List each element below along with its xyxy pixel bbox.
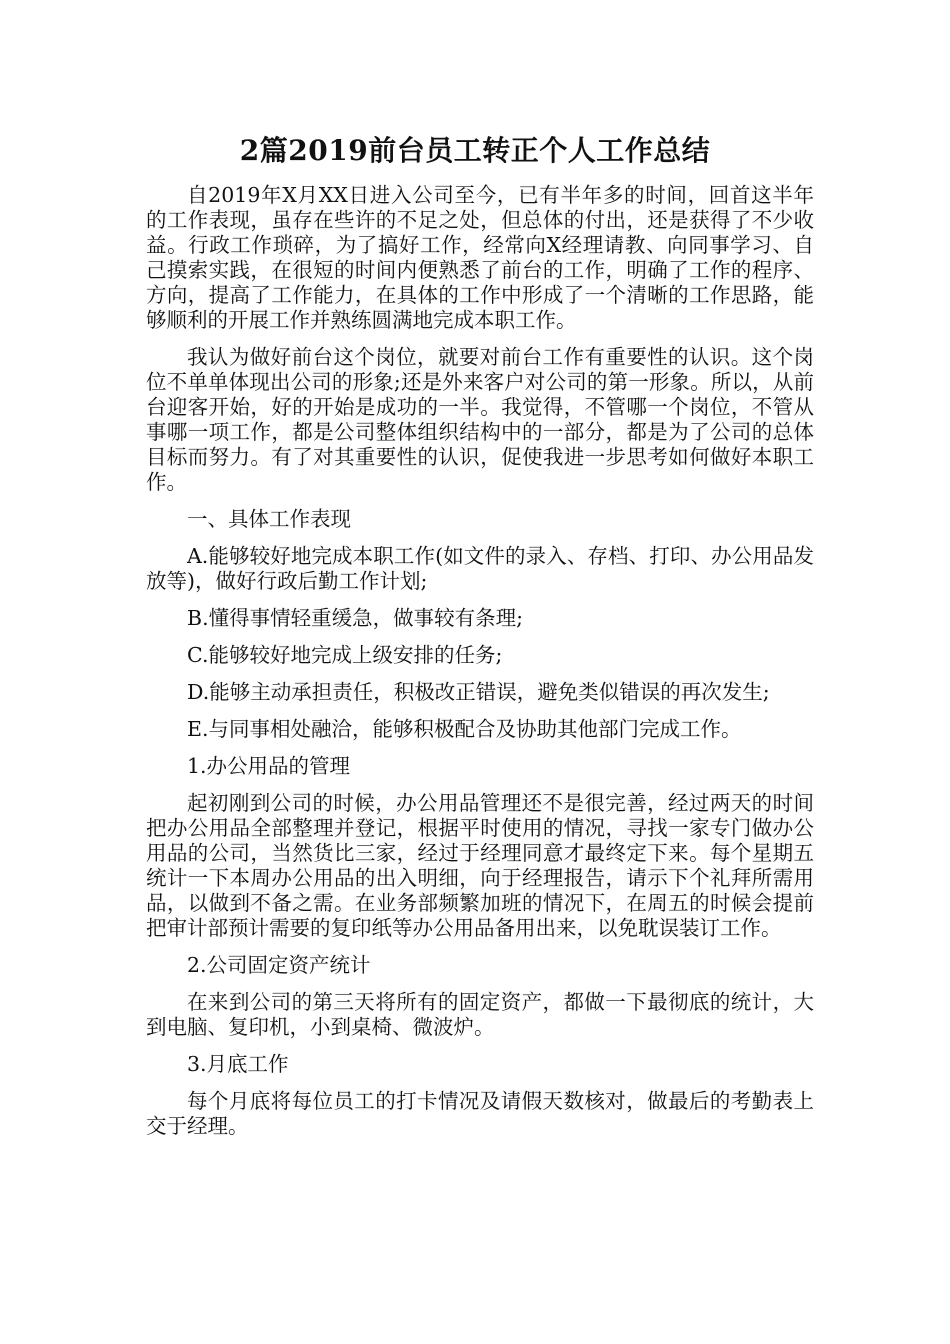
section-heading-performance: 一、具体工作表现: [187, 507, 351, 531]
list-item-b: B.懂得事情轻重缓急，做事较有条理;: [187, 606, 523, 630]
subheading-office-supplies: 1.办公用品的管理: [187, 754, 351, 778]
subheading-month-end: 3.月底工作: [187, 1052, 289, 1076]
list-item-c: C.能够较好地完成上级安排的任务;: [187, 643, 503, 667]
paragraph-month-end: 每个月底将每位员工的打卡情况及请假天数核对，做最后的考勤表上交于经理。: [146, 1089, 814, 1138]
subheading-fixed-assets: 2.公司固定资产统计: [187, 953, 371, 977]
paragraph-importance: 我认为做好前台这个岗位，就要对前台工作有重要性的认识。这个岗位不单单体现出公司的形象;还是外来客户对公司的第一形象。所以，从前台迎客开始，好的开始是成功的一半。我觉得，不管哪一个岗位，不管从事哪一项工作，都是公司整体组织结构中的一部分，都是为了公司的总体目标而努力。有了对其重要性的认识，促使我进一步思考如何做好本职工作。: [146, 345, 814, 494]
document-body: [146, 183, 814, 1151]
paragraph-office-supplies: 起初刚到公司的时候，办公用品管理还不是很完善，经过两天的时间把办公用品全部整理并登记，根据平时使用的情况，寻找一家专门做办公用品的公司，当然货比三家，经过于经理同意才最终定下来。每个星期五统计一下本周办公用品的出入明细，向于经理报告，请示下个礼拜所需用品，以做到不备之需。在业务部频繁加班的情况下，在周五的时候会提前把审计部预计需要的复印纸等办公用品备用出来，以免耽误装订工作。: [146, 791, 814, 940]
paragraph-fixed-assets: 在来到公司的第三天将所有的固定资产，都做一下最彻底的统计，大到电脑、复印机，小到桌椅、微波炉。: [146, 990, 814, 1039]
paragraph-intro: 自2019年X月XX日进入公司至今，已有半年多的时间，回首这半年的工作表现，虽存在些许的不足之处，但总体的付出，还是获得了不少收益。行政工作琐碎，为了搞好工作，经常向X经理请教、向同事学习、自己摸索实践，在很短的时间内便熟悉了前台的工作，明确了工作的程序、方向，提高了工作能力，在具体的工作中形成了一个清晰的工作思路，能够顺利的开展工作并熟练圆满地完成本职工作。: [146, 183, 814, 332]
list-item-e: E.与同事相处融洽，能够积极配合及协助其他部门完成工作。: [187, 717, 742, 741]
document-title: 2篇2019前台员工转正个人工作总结: [239, 134, 711, 167]
list-item-a: A.能够较好地完成本职工作(如文件的录入、存档、打印、办公用品发放等)，做好行政后勤工作计划;: [146, 544, 814, 593]
list-item-d: D.能够主动承担责任，积极改正错误，避免类似错误的再次发生;: [187, 680, 770, 704]
